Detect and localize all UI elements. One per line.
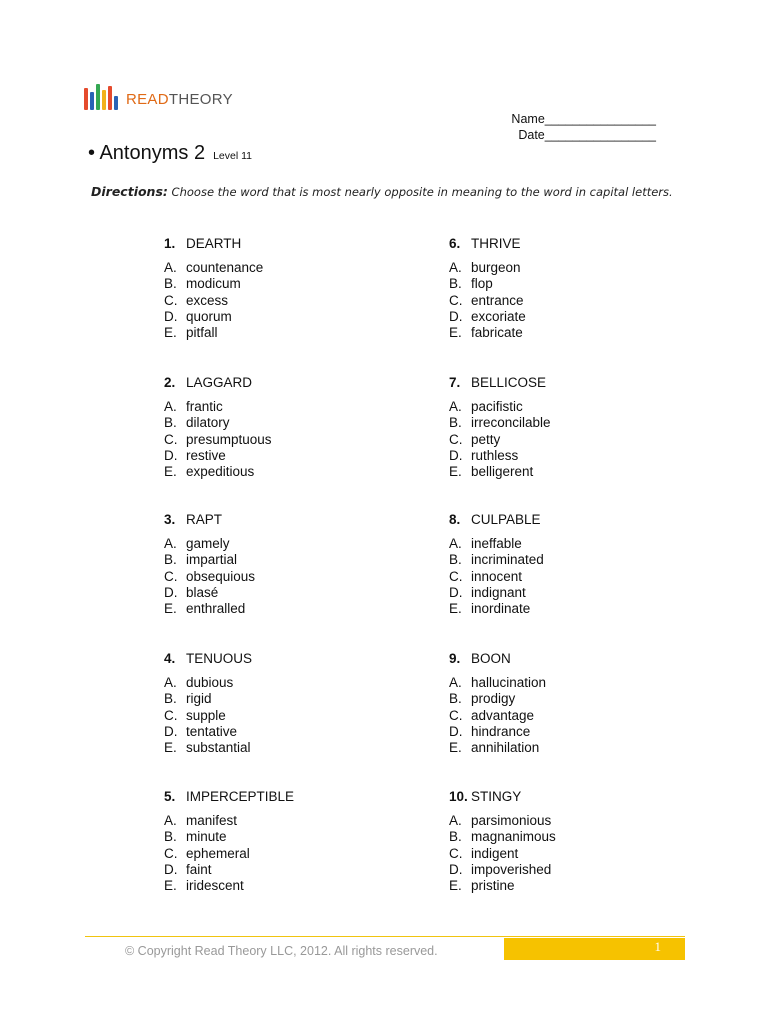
option-text: countenance xyxy=(186,260,264,275)
question-block xyxy=(449,512,649,617)
question-block xyxy=(449,375,649,480)
option-text: parsimonious xyxy=(471,813,552,828)
answer-option xyxy=(449,325,649,341)
option-text: impartial xyxy=(186,552,238,568)
answer-option xyxy=(449,829,649,845)
option-letter: E. xyxy=(449,601,462,617)
option-text: gamely xyxy=(186,536,230,551)
option-letter: E. xyxy=(164,740,177,756)
option-letter: E. xyxy=(449,878,462,894)
question-word: STINGY xyxy=(471,789,522,804)
brand-name xyxy=(126,92,233,110)
option-text: minute xyxy=(186,829,227,845)
option-letter: A. xyxy=(164,260,177,275)
answer-option xyxy=(449,708,649,724)
option-letter: E. xyxy=(164,325,177,341)
question-number: 4. xyxy=(164,651,176,666)
answer-option xyxy=(164,878,364,894)
answer-option xyxy=(164,260,364,276)
option-text: enthralled xyxy=(186,601,246,617)
answer-option xyxy=(164,399,364,415)
question-block xyxy=(164,651,364,756)
answer-option xyxy=(164,276,364,292)
option-text: modicum xyxy=(186,276,241,292)
answer-option xyxy=(449,846,649,862)
answer-option xyxy=(449,309,649,325)
question-number: 8. xyxy=(449,512,461,527)
option-text: flop xyxy=(471,276,493,292)
answer-option xyxy=(449,399,649,415)
option-letter: E. xyxy=(164,601,177,617)
option-text: tentative xyxy=(186,723,238,739)
option-letter: A. xyxy=(164,399,177,414)
question-word: CULPABLE xyxy=(471,512,541,527)
option-letter: C. xyxy=(164,568,178,584)
option-text: entrance xyxy=(471,292,524,308)
option-letter: E. xyxy=(164,464,177,480)
option-text: belligerent xyxy=(471,464,534,480)
option-letter: B. xyxy=(164,552,177,568)
question-head xyxy=(449,236,649,252)
option-text: indignant xyxy=(471,584,526,600)
option-letter: B. xyxy=(164,691,177,707)
question-head xyxy=(449,375,649,391)
answer-option xyxy=(164,415,364,431)
question-number: 5. xyxy=(164,789,176,804)
option-letter: D. xyxy=(164,447,178,463)
question-word: LAGGARD xyxy=(186,375,253,390)
question-block xyxy=(449,236,649,341)
answer-option xyxy=(449,415,649,431)
option-text: ineffable xyxy=(471,536,522,551)
option-text: petty xyxy=(471,431,501,447)
option-text: burgeon xyxy=(471,260,521,275)
question-block xyxy=(449,789,649,894)
copyright-text: © Copyright Read Theory LLC, 2012. All rights reserved. xyxy=(125,944,438,958)
answer-option xyxy=(164,675,364,691)
question-word: IMPERCEPTIBLE xyxy=(186,789,295,804)
option-letter: A. xyxy=(449,260,462,275)
option-text: supple xyxy=(186,707,226,723)
answer-option xyxy=(164,536,364,552)
option-text: impoverished xyxy=(471,861,552,877)
option-text: inordinate xyxy=(471,601,531,617)
question-number: 9. xyxy=(449,651,461,666)
option-text: indigent xyxy=(471,845,519,861)
option-text: pristine xyxy=(471,878,515,894)
answer-option xyxy=(449,432,649,448)
option-letter: C. xyxy=(164,292,178,308)
answer-option xyxy=(449,464,649,480)
question-head xyxy=(449,512,649,528)
option-text: faint xyxy=(186,861,212,877)
option-text: excoriate xyxy=(471,308,526,324)
answer-option xyxy=(449,260,649,276)
book-spine-icon xyxy=(114,96,118,110)
answer-option xyxy=(164,448,364,464)
option-letter: D. xyxy=(164,723,178,739)
option-letter: D. xyxy=(449,861,463,877)
book-spine-icon xyxy=(102,90,106,110)
option-text: quorum xyxy=(186,308,232,324)
option-letter: B. xyxy=(164,415,177,431)
option-letter: B. xyxy=(449,829,462,845)
answer-option xyxy=(164,846,364,862)
option-text: ruthless xyxy=(471,447,519,463)
option-letter: C. xyxy=(164,431,178,447)
option-text: innocent xyxy=(471,568,523,584)
option-text: obsequious xyxy=(186,568,256,584)
option-text: annihilation xyxy=(471,740,540,756)
option-letter: B. xyxy=(449,276,462,292)
answer-option xyxy=(164,708,364,724)
answer-option xyxy=(449,691,649,707)
option-letter: A. xyxy=(449,675,462,690)
question-number: 2. xyxy=(164,375,176,390)
answer-option xyxy=(449,878,649,894)
option-letter: D. xyxy=(449,584,463,600)
answer-option xyxy=(164,740,364,756)
answer-option xyxy=(449,293,649,309)
answer-option xyxy=(164,464,364,480)
answer-option xyxy=(164,552,364,568)
option-letter: C. xyxy=(449,707,463,723)
question-head xyxy=(449,651,649,667)
answer-option xyxy=(449,276,649,292)
question-number: 3. xyxy=(164,512,176,527)
question-word: DEARTH xyxy=(186,236,242,251)
answer-option xyxy=(449,862,649,878)
question-word: TENUOUS xyxy=(186,651,253,666)
question-number: 1. xyxy=(164,236,176,251)
answer-option xyxy=(449,585,649,601)
answer-option xyxy=(164,585,364,601)
option-letter: C. xyxy=(449,292,463,308)
answer-option xyxy=(449,536,649,552)
option-letter: E. xyxy=(449,464,462,480)
title-level: Level 11 xyxy=(213,150,252,162)
answer-option xyxy=(164,691,364,707)
answer-option xyxy=(449,724,649,740)
answer-option xyxy=(164,601,364,617)
answer-option xyxy=(449,601,649,617)
question-block xyxy=(164,789,364,894)
question-number: 7. xyxy=(449,375,461,390)
option-text: magnanimous xyxy=(471,829,556,845)
answer-option xyxy=(449,552,649,568)
option-letter: E. xyxy=(164,878,177,894)
option-text: frantic xyxy=(186,399,223,414)
option-text: ephemeral xyxy=(186,845,250,861)
answer-option xyxy=(164,829,364,845)
option-letter: C. xyxy=(449,431,463,447)
option-text: restive xyxy=(186,447,226,463)
option-text: irreconcilable xyxy=(471,415,551,431)
option-text: fabricate xyxy=(471,325,523,341)
option-letter: A. xyxy=(164,536,177,551)
option-letter: B. xyxy=(449,691,462,707)
option-text: dilatory xyxy=(186,415,230,431)
option-text: manifest xyxy=(186,813,238,828)
page-number: 1 xyxy=(654,939,661,954)
question-number: 10. xyxy=(449,789,468,804)
question-head xyxy=(164,512,364,528)
option-text: hindrance xyxy=(471,723,531,739)
option-letter: B. xyxy=(449,415,462,431)
worksheet-title xyxy=(88,142,252,165)
name-field-label: Name________________ xyxy=(511,112,656,126)
option-letter: D. xyxy=(449,308,463,324)
question-word: BELLICOSE xyxy=(471,375,547,390)
option-text: hallucination xyxy=(471,675,547,690)
option-letter: A. xyxy=(449,813,462,828)
option-letter: A. xyxy=(164,813,177,828)
answer-option xyxy=(164,724,364,740)
question-word: BOON xyxy=(471,651,511,666)
option-letter: A. xyxy=(449,536,462,551)
answer-option xyxy=(164,862,364,878)
option-letter: C. xyxy=(449,845,463,861)
question-block xyxy=(164,512,364,617)
option-text: prodigy xyxy=(471,691,516,707)
option-text: pacifistic xyxy=(471,399,523,414)
option-letter: C. xyxy=(164,707,178,723)
question-number: 6. xyxy=(449,236,461,251)
answer-option xyxy=(164,813,364,829)
option-letter: A. xyxy=(449,399,462,414)
option-text: pitfall xyxy=(186,325,218,341)
question-head xyxy=(164,236,364,252)
question-head xyxy=(164,789,364,805)
question-block xyxy=(164,375,364,480)
option-text: dubious xyxy=(186,675,234,690)
question-word: THRIVE xyxy=(471,236,521,251)
option-text: blasé xyxy=(186,584,219,600)
question-block xyxy=(449,651,649,756)
date-field-label: Date________________ xyxy=(518,128,656,142)
option-letter: D. xyxy=(449,447,463,463)
option-text: substantial xyxy=(186,740,251,756)
question-head xyxy=(449,789,649,805)
answer-option xyxy=(164,309,364,325)
page-number-box xyxy=(504,938,685,960)
option-letter: E. xyxy=(449,740,462,756)
option-letter: A. xyxy=(164,675,177,690)
directions-text: Choose the word that is most nearly opposite in meaning to the word in capital letters. xyxy=(167,185,673,199)
question-word: RAPT xyxy=(186,512,223,527)
answer-option xyxy=(164,293,364,309)
book-spine-icon xyxy=(96,84,100,110)
option-text: rigid xyxy=(186,691,212,707)
option-text: presumptuous xyxy=(186,431,272,447)
question-block xyxy=(164,236,364,341)
option-letter: B. xyxy=(164,276,177,292)
option-text: incriminated xyxy=(471,552,544,568)
option-letter: C. xyxy=(164,845,178,861)
option-letter: B. xyxy=(449,552,462,568)
option-letter: D. xyxy=(164,861,178,877)
question-head xyxy=(164,375,364,391)
answer-option xyxy=(164,432,364,448)
option-text: advantage xyxy=(471,707,535,723)
option-letter: D. xyxy=(164,584,178,600)
option-letter: D. xyxy=(164,308,178,324)
books-logo-icon xyxy=(84,84,118,110)
option-text: iridescent xyxy=(186,878,244,894)
option-letter: D. xyxy=(449,723,463,739)
answer-option xyxy=(449,740,649,756)
question-head xyxy=(164,651,364,667)
footer-divider xyxy=(85,936,685,937)
brand-read: READ xyxy=(126,91,169,108)
option-letter: E. xyxy=(449,325,462,341)
title-main: • Antonyms 2 xyxy=(88,142,206,164)
option-text: excess xyxy=(186,292,229,308)
directions xyxy=(91,184,673,199)
book-spine-icon xyxy=(108,86,112,110)
answer-option xyxy=(449,569,649,585)
directions-label: Directions: xyxy=(91,184,168,199)
answer-option xyxy=(449,448,649,464)
answer-option xyxy=(164,325,364,341)
book-spine-icon xyxy=(84,88,88,110)
readtheory-logo xyxy=(84,82,233,110)
answer-option xyxy=(449,675,649,691)
option-letter: B. xyxy=(164,829,177,845)
option-letter: C. xyxy=(449,568,463,584)
brand-theory: THEORY xyxy=(168,91,233,108)
answer-option xyxy=(164,569,364,585)
option-text: expeditious xyxy=(186,464,255,480)
answer-option xyxy=(449,813,649,829)
book-spine-icon xyxy=(90,92,94,110)
name-date-block xyxy=(511,111,656,143)
